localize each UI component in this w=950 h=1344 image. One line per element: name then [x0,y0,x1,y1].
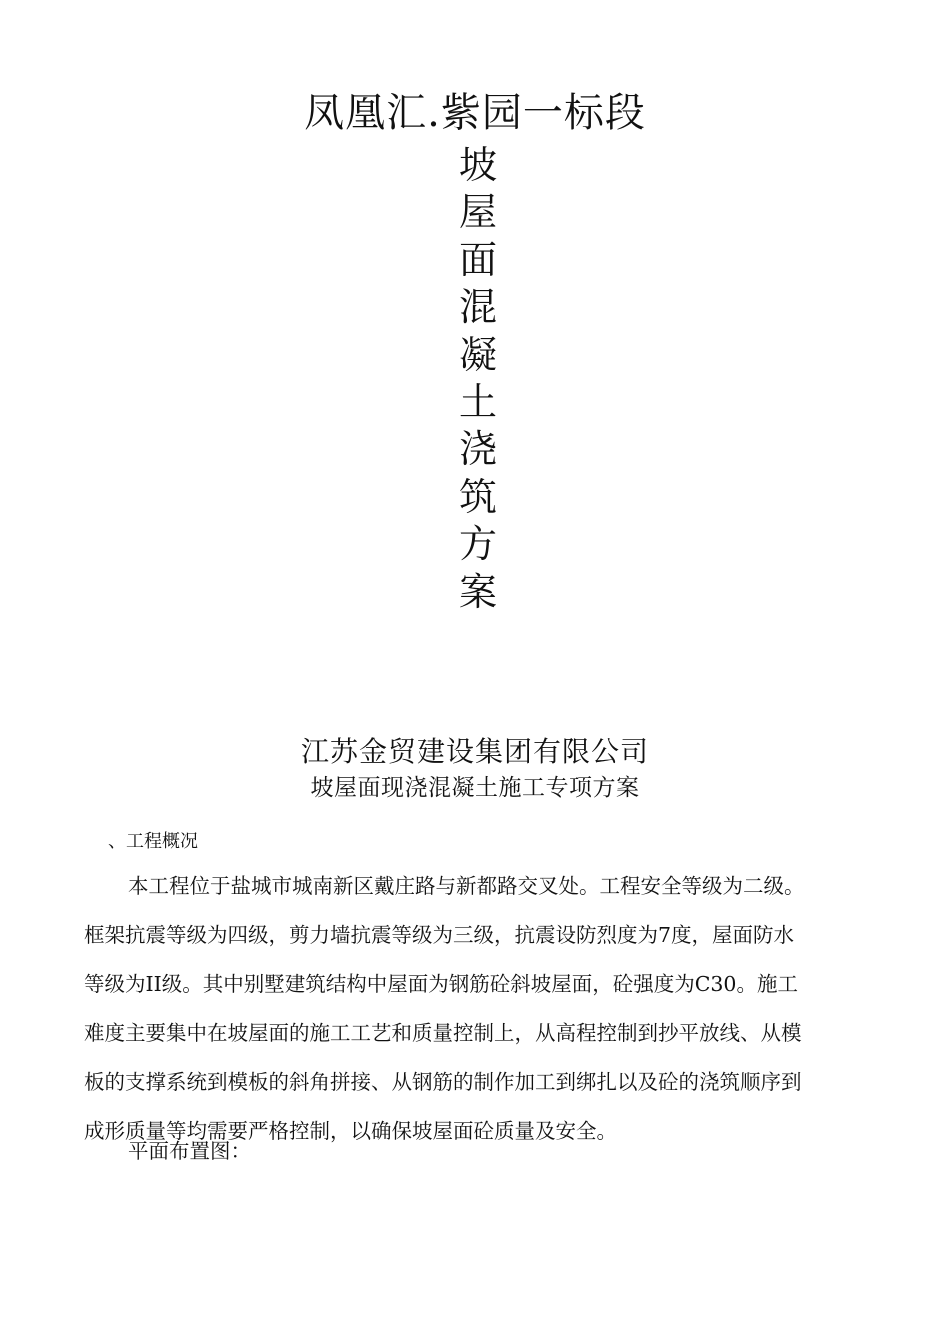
paragraph-line: 板的支撑系统到模板的斜角拼接、从钢筋的制作加工到绑扎以及砼的浇筑顺序到 [84,1070,802,1094]
company-name: 江苏金贸建设集团有限公司 [300,735,649,768]
paragraph-line: 难度主要集中在坡屋面的施工工艺和质量控制上，从高程控制到抄平放线、从模 [84,1021,802,1045]
vertical-title-char: 混 [458,285,497,330]
vertical-title-char: 面 [458,237,497,282]
paragraph-line: 框架抗震等级为四级，剪力墙抗震等级为三级，抗震设防烈度为7度，屋面防水 [84,923,795,947]
paragraph-line: 本工程位于盐城市城南新区戴庄路与新都路交叉处。工程安全等级为二级。 [128,874,805,898]
vertical-title-char: 方 [458,522,497,567]
overview-paragraph [84,862,874,1156]
vertical-title-char: 筑 [458,474,497,519]
vertical-title-char: 屋 [458,190,497,235]
document-subtitle: 坡屋面现浇混凝土施工专项方案 [310,775,640,801]
vertical-title-char: 案 [458,569,497,614]
layout-plan-label: 平面布置图： [128,1139,251,1163]
section-heading: 、工程概况 [108,831,198,852]
vertical-title-char: 坡 [458,143,497,187]
vertical-title [455,142,501,616]
paragraph-line: 成形质量等均需要严格控制，以确保坡屋面砼质量及安全。 [84,1119,617,1143]
paragraph-line: 等级为II级。其中别墅建筑结构中屋面为钢筋砼斜坡屋面，砼强度为C30。施工 [84,972,798,996]
document-title: 凤凰汇.紫园一标段 [304,90,646,136]
vertical-title-char: 土 [458,379,497,424]
vertical-title-char: 浇 [458,427,497,472]
vertical-title-char: 凝 [458,332,497,377]
